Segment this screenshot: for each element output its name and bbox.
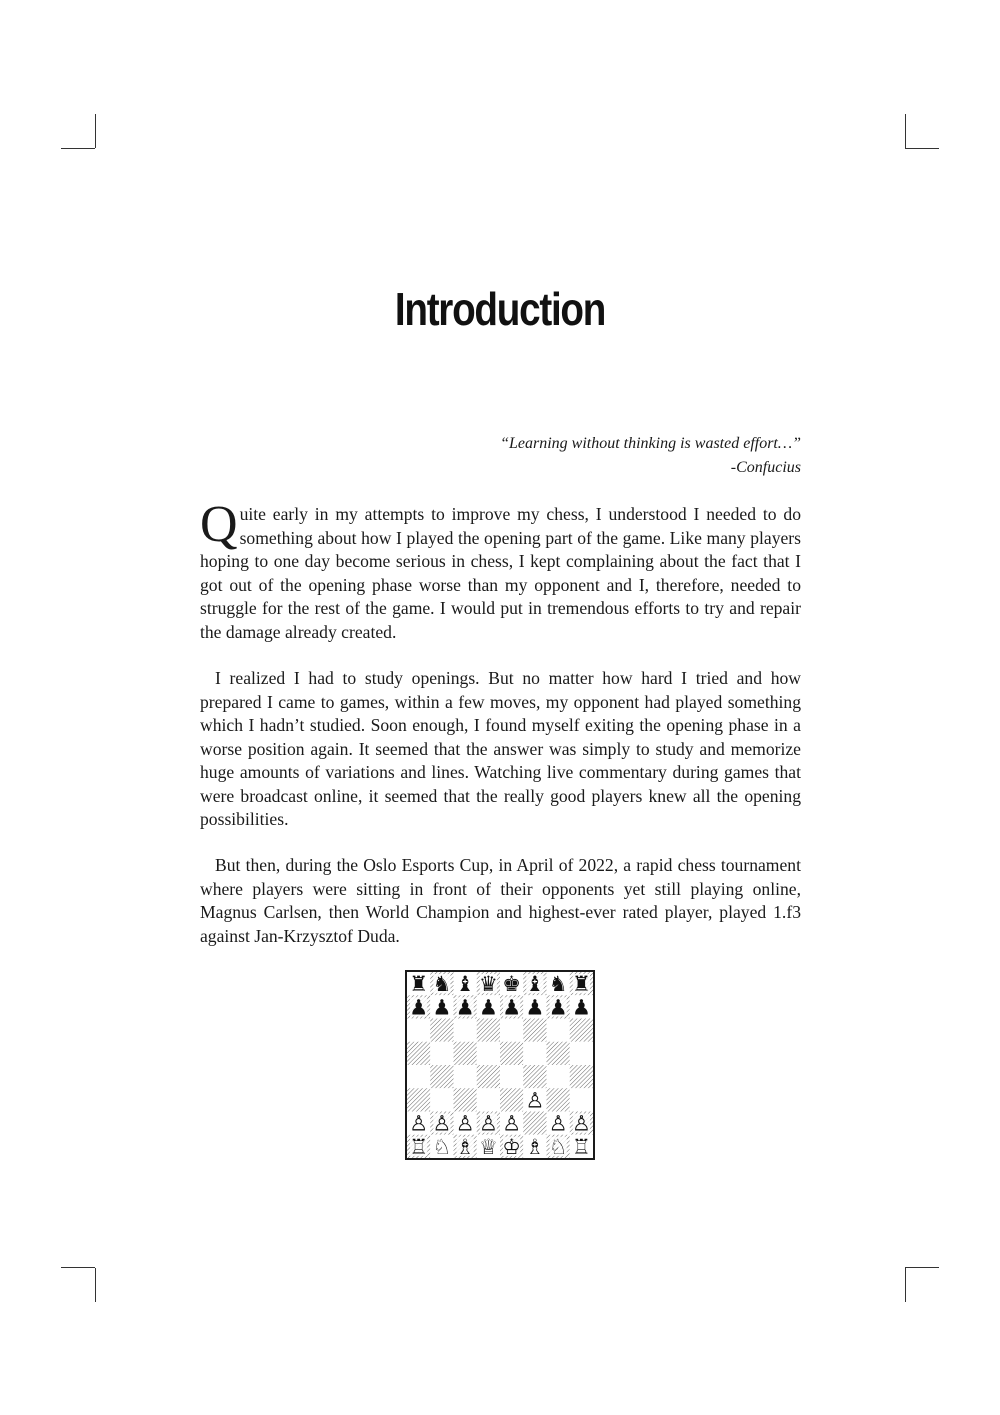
- chess-piece: ♙: [455, 1111, 475, 1136]
- chess-board: [407, 972, 593, 1158]
- dark-square: [407, 1042, 430, 1065]
- dark-square: [523, 1019, 546, 1042]
- chess-piece: ♙: [571, 1111, 591, 1136]
- chess-piece: ♞: [548, 972, 568, 997]
- dark-square: [477, 1019, 500, 1042]
- epigraph-quote: “Learning without thinking is wasted effort…”: [500, 435, 801, 452]
- crop-mark: [905, 148, 939, 149]
- light-square: [570, 1042, 593, 1065]
- chess-piece: ♟: [478, 995, 498, 1020]
- paragraph-3: But then, during the Oslo Esports Cup, in April of 2022, a rapid chess tournament where players were sitting in front of their opponents yet still playing online, Magnus Carlsen, then World Champion and highest-ever rated player, played 1.f3 against Jan-Krzysztof Duda.: [200, 855, 801, 946]
- chess-piece: ♟: [525, 995, 545, 1020]
- epigraph: [500, 432, 801, 480]
- light-square: [430, 1042, 453, 1065]
- chess-piece: ♜: [571, 972, 591, 997]
- chess-piece: ♙: [478, 1111, 498, 1136]
- crop-mark: [61, 148, 95, 149]
- light-square: [454, 1065, 477, 1088]
- chess-piece: ♗: [525, 1134, 545, 1158]
- paragraph-2: I realized I had to study openings. But no matter how hard I tried and how prepared I came to games, within a few moves, my opponent had played something which I hadn’t studied. Soon enough, I found myself exiting the opening phase in a worse position again. It seemed that the answer was simply to study and memorize huge amounts of variations and lines. Watching live commentary during games that were broadcast online, it seemed that the really good players knew all the opening possibilities.: [200, 668, 801, 829]
- chess-piece: ♘: [548, 1134, 568, 1158]
- light-square: [570, 1088, 593, 1111]
- chess-piece: ♔: [502, 1134, 522, 1158]
- chess-piece: ♜: [409, 972, 429, 997]
- chess-piece: ♕: [478, 1134, 498, 1158]
- paragraph-text: uite early in my attempts to improve my chess, I understood I needed to do something about how I played the opening part of the game. Like many players hoping to one day become serious in chess, I kept complaining about the fact that I got out of the opening phase worse than my opponent and I, therefore, needed to struggle for the rest of the game. I would put in tremendous efforts to try and repair the damage already created.: [200, 504, 801, 642]
- crop-mark: [95, 1268, 96, 1302]
- chess-piece: ♙: [409, 1111, 429, 1136]
- dark-square: [570, 1065, 593, 1088]
- chess-piece: ♙: [548, 1111, 568, 1136]
- chess-piece: ♛: [478, 972, 498, 997]
- chess-piece: ♟: [502, 995, 522, 1020]
- dark-square: [523, 1065, 546, 1088]
- light-square: [407, 1065, 430, 1088]
- paragraph-1: [200, 496, 801, 644]
- chess-piece: ♟: [409, 995, 429, 1020]
- epigraph-author: -Confucius: [730, 459, 801, 476]
- light-square: [547, 1019, 570, 1042]
- light-square: [454, 1019, 477, 1042]
- chapter-title: Introduction: [394, 283, 606, 335]
- chess-piece: ♙: [525, 1088, 545, 1113]
- chess-piece: ♝: [525, 972, 545, 997]
- chess-piece: ♞: [432, 972, 452, 997]
- chess-piece: ♗: [455, 1134, 475, 1158]
- chess-piece: ♝: [455, 972, 475, 997]
- dark-square: [430, 1065, 453, 1088]
- light-square: [547, 1065, 570, 1088]
- chess-piece: ♟: [455, 995, 475, 1020]
- chess-diagram: [405, 970, 595, 1160]
- drop-cap: Q: [200, 496, 238, 553]
- chess-piece: ♟: [432, 995, 452, 1020]
- dark-square: [500, 1042, 523, 1065]
- light-square: [477, 1088, 500, 1111]
- chess-piece: ♖: [409, 1134, 429, 1158]
- dark-square: [523, 1112, 546, 1135]
- crop-mark: [61, 1267, 95, 1268]
- light-square: [500, 1019, 523, 1042]
- dark-square: [430, 1019, 453, 1042]
- dark-square: [477, 1065, 500, 1088]
- chess-piece: ♚: [502, 972, 522, 997]
- chess-piece: ♟: [571, 995, 591, 1020]
- dark-square: [454, 1088, 477, 1111]
- crop-mark: [95, 114, 96, 148]
- dark-square: [570, 1019, 593, 1042]
- light-square: [407, 1019, 430, 1042]
- chess-piece: ♖: [571, 1134, 591, 1158]
- crop-mark: [905, 1268, 906, 1302]
- crop-mark: [905, 114, 906, 148]
- light-square: [523, 1042, 546, 1065]
- dark-square: [547, 1088, 570, 1111]
- crop-mark: [905, 1267, 939, 1268]
- chess-piece: ♙: [502, 1111, 522, 1136]
- chess-piece: ♟: [548, 995, 568, 1020]
- dark-square: [454, 1042, 477, 1065]
- light-square: [430, 1088, 453, 1111]
- dark-square: [547, 1042, 570, 1065]
- dark-square: [500, 1088, 523, 1111]
- dark-square: [407, 1088, 430, 1111]
- chess-piece: ♘: [432, 1134, 452, 1158]
- light-square: [500, 1065, 523, 1088]
- light-square: [477, 1042, 500, 1065]
- chess-piece: ♙: [432, 1111, 452, 1136]
